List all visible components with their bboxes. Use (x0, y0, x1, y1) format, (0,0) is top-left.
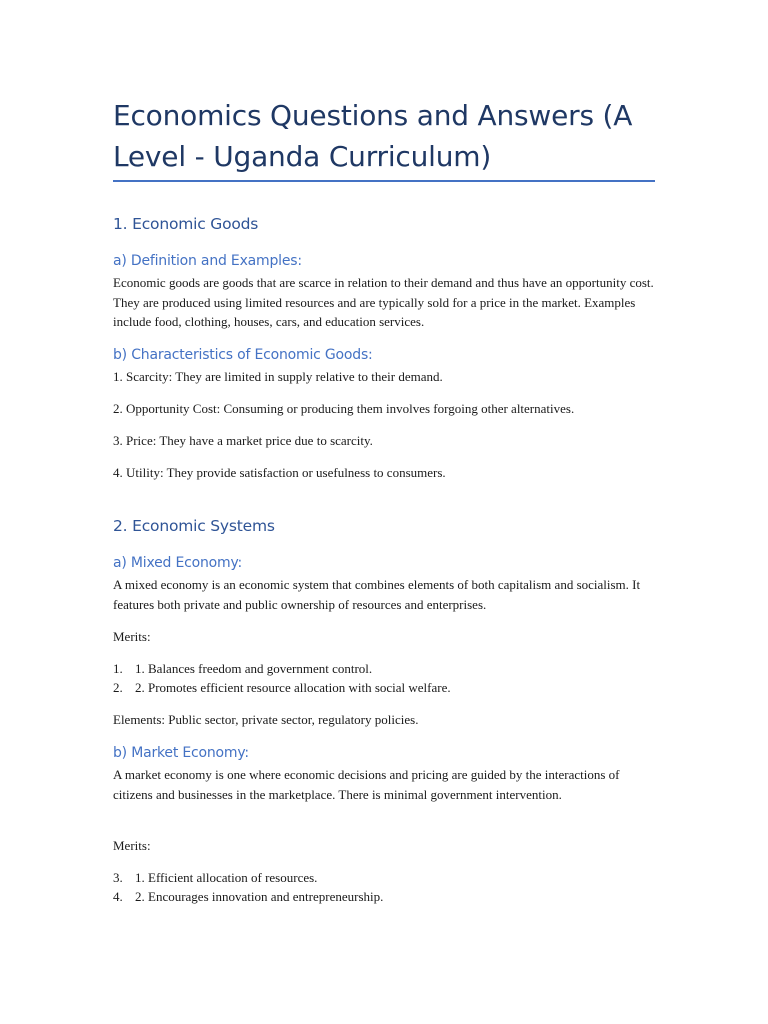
subheading-characteristics: b) Characteristics of Economic Goods: (113, 347, 373, 363)
list-number: 1. (113, 661, 123, 676)
list-text: 1. Balances freedom and government control. (135, 661, 373, 676)
list-number: 4. (113, 889, 123, 904)
document-title: Economics Questions and Answers (A Level - Uganda Curriculum) (113, 99, 633, 173)
title-underline (113, 180, 655, 182)
paragraph-mixed-economy: A mixed economy is an economic system that combines elements of both capitalism and socialism. It features both private and public ownership of resources and enterprises. (113, 577, 641, 612)
list-item-characteristic: 4. Utility: They provide satisfaction or usefulness to consumers. (113, 465, 446, 480)
list-text: 2. Promotes efficient resource allocation with social welfare. (135, 680, 451, 695)
list-item-characteristic: 2. Opportunity Cost: Consuming or producing them involves forgoing other alternatives. (113, 401, 575, 416)
merits-label: Merits: (113, 838, 151, 853)
list-text: 1. Efficient allocation of resources. (135, 870, 318, 885)
list-item-characteristic: 3. Price: They have a market price due to scarcity. (113, 433, 373, 448)
section-heading-economic-goods: 1. Economic Goods (113, 215, 259, 233)
list-number: 2. (113, 680, 123, 695)
list-item-characteristic: 1. Scarcity: They are limited in supply relative to their demand. (113, 369, 443, 384)
section-heading-economic-systems: 2. Economic Systems (113, 517, 275, 535)
subheading-mixed-economy: a) Mixed Economy: (113, 555, 243, 571)
paragraph-economic-goods-definition: Economic goods are goods that are scarce in relation to their demand and thus have an opportunity cost. They are produced using limited resources and are typically sold for a price in the market. Examples include food, clothing, houses, cars, and education services. (113, 275, 654, 329)
subheading-definition-examples: a) Definition and Examples: (113, 253, 302, 269)
paragraph-market-economy: A market economy is one where economic decisions and pricing are guided by the interactions of citizens and businesses in the marketplace. There is minimal government intervention. (113, 767, 620, 802)
list-text: 2. Encourages innovation and entrepreneurship. (135, 889, 384, 904)
elements-line: Elements: Public sector, private sector, regulatory policies. (113, 712, 419, 727)
merits-label: Merits: (113, 629, 151, 644)
list-number: 3. (113, 870, 123, 885)
subheading-market-economy: b) Market Economy: (113, 745, 249, 761)
